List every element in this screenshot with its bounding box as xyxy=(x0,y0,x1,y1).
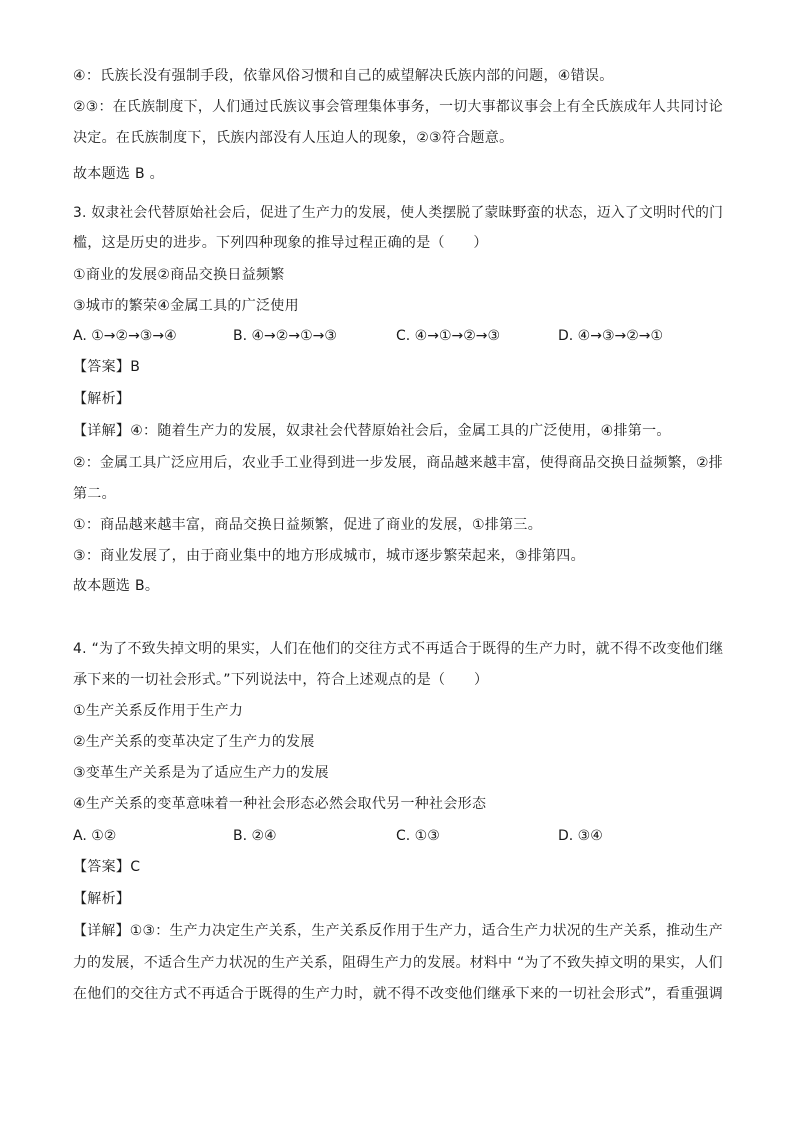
q4-option-a: A. ①② xyxy=(73,828,117,844)
q4-item-3: ③变革生产关系是为了适应生产力的发展 xyxy=(73,765,329,781)
q3-detail-line-3: 第二。 xyxy=(73,486,116,502)
q3-detail-line-2: ②：金属工具广泛应用后，农业手工业得到进一步发展，商品越来越丰富，使得商品交换日益频繁，②排 xyxy=(73,455,723,471)
q3-stem-line-2: 槛，这是历史的进步。下列四种现象的推导过程正确的是（ ） xyxy=(73,235,488,251)
q3-conclusion: 故本题选 B。 xyxy=(73,578,160,594)
q3-detail-line-4: ①：商品越来越丰富，商品交换日益频繁，促进了商业的发展，①排第三。 xyxy=(73,517,542,533)
q3-detail-line-5: ③：商业发展了，由于商业集中的地方形成城市，城市逐步繁荣起来，③排第四。 xyxy=(73,548,585,564)
q3-option-d: D. ④→③→②→① xyxy=(558,328,664,344)
q4-analysis-heading: 【解析】 xyxy=(73,891,131,907)
q3-option-c: C. ④→①→②→③ xyxy=(396,328,501,344)
q4-detail-line-2: 力的发展，不适合生产力状况的生产关系，阻碍生产力的发展。材料中 “为了不致失掉文明的果实，人们 xyxy=(73,955,723,971)
q4-answer: 【答案】C xyxy=(73,859,141,875)
q4-option-c: C. ①③ xyxy=(396,828,440,844)
prev-analysis-line-1: ④：氏族长没有强制手段，依靠风俗习惯和自己的威望解决氏族内部的问题，④错误。 xyxy=(73,68,614,84)
q3-stem-line-1: 3. 奴隶社会代替原始社会后，促进了生产力的发展，使人类摆脱了蒙昧野蛮的状态，迈入了文明时代的门 xyxy=(73,205,724,221)
q4-item-2: ②生产关系的变革决定了生产力的发展 xyxy=(73,734,315,750)
prev-conclusion: 故本题选 B 。 xyxy=(73,166,164,182)
q3-item-line-2: ③城市的繁荣④金属工具的广泛使用 xyxy=(73,298,299,314)
q4-detail-line-3: 在他们的交往方式不再适合于既得的生产力时，就不得不改变他们继承下来的一切社会形式”，看重强调 xyxy=(73,986,724,1002)
prev-analysis-line-2: ②③：在氏族制度下，人们通过氏族议事会管理集体事务，一切大事都议事会上有全氏族成年人共同讨论 xyxy=(73,99,723,115)
q3-answer: 【答案】B xyxy=(73,359,141,375)
q3-analysis-heading: 【解析】 xyxy=(73,391,131,407)
q4-item-4: ④生产关系的变革意味着一种社会形态必然会取代另一种社会形态 xyxy=(73,796,487,812)
q4-option-d: D. ③④ xyxy=(558,828,603,844)
q4-item-1: ①生产关系反作用于生产力 xyxy=(73,703,244,719)
q4-stem-line-1: 4. “为了不致失掉文明的果实，人们在他们的交往方式不再适合于既得的生产力时，就不得不改变他们继 xyxy=(73,641,724,657)
prev-analysis-line-3: 决定。在氏族制度下，氏族内部没有人压迫人的现象，②③符合题意。 xyxy=(73,130,514,146)
q4-option-b: B. ②④ xyxy=(233,828,277,844)
q4-detail-line-1: 【详解】①③：生产力决定生产关系，生产关系反作用于生产力，适合生产力状况的生产关系，推动生产 xyxy=(73,923,723,939)
q3-item-line-1: ①商业的发展②商品交换日益频繁 xyxy=(73,267,285,283)
q4-stem-line-2: 承下来的一切社会形式。”下列说法中，符合上述观点的是（ ） xyxy=(73,672,489,688)
q3-option-b: B. ④→②→①→③ xyxy=(233,328,337,344)
q3-option-a: A. ①→②→③→④ xyxy=(73,328,177,344)
q3-detail-line-1: 【详解】④：随着生产力的发展，奴隶社会代替原始社会后，金属工具的广泛使用，④排第一。 xyxy=(73,423,671,439)
